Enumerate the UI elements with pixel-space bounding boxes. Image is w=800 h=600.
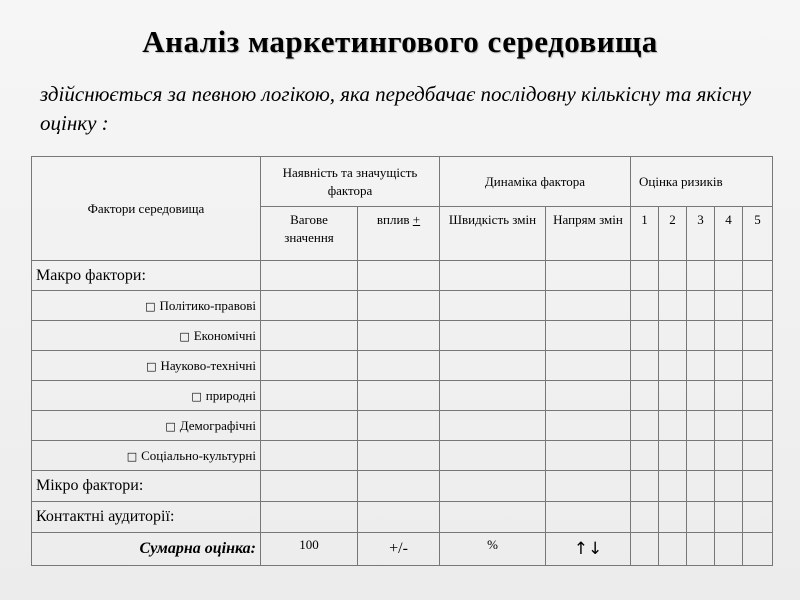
table-row bbox=[32, 261, 773, 291]
row-macro-label: Макро фактори: bbox=[32, 261, 261, 291]
table-cell bbox=[659, 533, 687, 566]
table-cell bbox=[440, 351, 546, 381]
header-score-5: 5 bbox=[743, 207, 773, 261]
row-political-label: □ Політико-правові bbox=[32, 291, 261, 321]
row-micro-label: Мікро фактори: bbox=[32, 471, 261, 502]
checkbox-bullet-icon: □ bbox=[191, 389, 202, 403]
table-cell bbox=[715, 502, 743, 533]
table-cell bbox=[659, 502, 687, 533]
table-cell bbox=[687, 411, 715, 441]
header-direction: Напрям змін bbox=[546, 207, 631, 261]
table-cell bbox=[743, 351, 773, 381]
table-cell bbox=[440, 441, 546, 471]
table-cell bbox=[715, 321, 743, 351]
table-cell bbox=[261, 471, 358, 502]
table-cell bbox=[715, 291, 743, 321]
table-cell bbox=[358, 351, 440, 381]
table-cell bbox=[743, 471, 773, 502]
table-cell bbox=[687, 321, 715, 351]
table-row bbox=[32, 291, 773, 321]
table-row bbox=[32, 381, 773, 411]
table-cell bbox=[261, 291, 358, 321]
table-row bbox=[32, 411, 773, 441]
table-cell bbox=[715, 441, 743, 471]
table-cell bbox=[743, 261, 773, 291]
slide-title: Аналіз маркетингового середовища bbox=[142, 24, 658, 59]
table-cell bbox=[358, 321, 440, 351]
table-cell bbox=[261, 411, 358, 441]
table-cell bbox=[261, 261, 358, 291]
table-cell bbox=[743, 321, 773, 351]
table-cell bbox=[546, 411, 631, 441]
table-cell bbox=[687, 291, 715, 321]
header-speed: Швидкість змін bbox=[440, 207, 546, 261]
table-cell bbox=[743, 502, 773, 533]
table-cell bbox=[546, 261, 631, 291]
table-row bbox=[32, 321, 773, 351]
total-weight-value: 100 bbox=[261, 533, 358, 566]
table-cell bbox=[440, 291, 546, 321]
analysis-table bbox=[31, 156, 773, 566]
table-cell bbox=[546, 321, 631, 351]
table-cell bbox=[659, 351, 687, 381]
table-cell bbox=[659, 291, 687, 321]
table-cell bbox=[687, 441, 715, 471]
table-cell bbox=[358, 261, 440, 291]
table-cell bbox=[743, 533, 773, 566]
table-cell bbox=[631, 502, 659, 533]
table-cell bbox=[715, 411, 743, 441]
table-cell bbox=[546, 291, 631, 321]
table-cell bbox=[659, 381, 687, 411]
header-presence: Наявність та значущість фактора bbox=[261, 157, 440, 207]
table-cell bbox=[631, 321, 659, 351]
slide-subtitle: здійснюється за певною логікою, яка передбачає послідовну кількісну та якісну оцінку : bbox=[40, 82, 752, 135]
table-cell bbox=[743, 411, 773, 441]
row-contact-label: Контактні аудиторії: bbox=[32, 502, 261, 533]
table-cell bbox=[687, 471, 715, 502]
table-cell bbox=[715, 533, 743, 566]
table-cell bbox=[743, 441, 773, 471]
table-cell bbox=[358, 291, 440, 321]
table-cell bbox=[659, 441, 687, 471]
checkbox-bullet-icon: □ bbox=[146, 359, 157, 373]
table-cell bbox=[743, 381, 773, 411]
table-cell bbox=[631, 533, 659, 566]
table-cell bbox=[715, 261, 743, 291]
table-cell bbox=[687, 261, 715, 291]
table-cell bbox=[631, 381, 659, 411]
header-score-2: 2 bbox=[659, 207, 687, 261]
table-row-total bbox=[32, 533, 773, 566]
header-score-1: 1 bbox=[631, 207, 659, 261]
table-cell bbox=[440, 261, 546, 291]
table-cell bbox=[358, 411, 440, 441]
table-cell bbox=[687, 381, 715, 411]
header-score-3: 3 bbox=[687, 207, 715, 261]
table-cell bbox=[631, 351, 659, 381]
row-total-label: Сумарна оцінка: bbox=[32, 533, 261, 566]
header-score-4: 4 bbox=[715, 207, 743, 261]
table-cell bbox=[546, 351, 631, 381]
table-cell bbox=[715, 471, 743, 502]
table-cell bbox=[743, 291, 773, 321]
header-dynamics: Динаміка фактора bbox=[440, 157, 631, 207]
table-cell bbox=[659, 411, 687, 441]
total-speed-value: % bbox=[440, 533, 546, 566]
table-cell bbox=[687, 533, 715, 566]
table-row bbox=[32, 471, 773, 502]
header-influence bbox=[358, 207, 440, 261]
table-row bbox=[32, 351, 773, 381]
row-sociocultural-label: □ Соціально-культурні bbox=[32, 441, 261, 471]
row-economic-label: □ Економічні bbox=[32, 321, 261, 351]
checkbox-bullet-icon: □ bbox=[126, 449, 138, 463]
header-influence-label: вплив bbox=[376, 212, 410, 227]
table-cell bbox=[546, 381, 631, 411]
table-cell bbox=[261, 351, 358, 381]
table-cell bbox=[358, 441, 440, 471]
table-cell bbox=[358, 381, 440, 411]
table-cell bbox=[440, 411, 546, 441]
table-row bbox=[32, 441, 773, 471]
table-cell bbox=[261, 441, 358, 471]
table-cell bbox=[631, 261, 659, 291]
table-cell bbox=[440, 321, 546, 351]
total-influence-value: +/- bbox=[358, 533, 440, 566]
header-factors: Фактори середовища bbox=[32, 157, 261, 261]
table-cell bbox=[440, 502, 546, 533]
checkbox-bullet-icon: □ bbox=[179, 329, 190, 343]
header-row-1 bbox=[32, 157, 773, 207]
table-cell bbox=[659, 321, 687, 351]
row-natural-label: □ природні bbox=[32, 381, 261, 411]
header-risk: Оцінка ризиків bbox=[631, 157, 773, 207]
table-cell bbox=[631, 471, 659, 502]
table-cell bbox=[687, 351, 715, 381]
table-cell bbox=[440, 381, 546, 411]
header-influence-sign: + bbox=[412, 212, 421, 227]
header-weight: Вагове значення bbox=[261, 207, 358, 261]
total-direction-value: ↑↓ bbox=[546, 533, 631, 566]
table-row bbox=[32, 502, 773, 533]
table-cell bbox=[631, 291, 659, 321]
table-cell bbox=[546, 441, 631, 471]
table-cell bbox=[659, 471, 687, 502]
table-cell bbox=[546, 502, 631, 533]
table-cell bbox=[261, 502, 358, 533]
checkbox-bullet-icon: □ bbox=[165, 419, 176, 433]
table-cell bbox=[261, 321, 358, 351]
table-cell bbox=[631, 441, 659, 471]
table-cell bbox=[440, 471, 546, 502]
table-cell bbox=[546, 471, 631, 502]
table-cell bbox=[715, 351, 743, 381]
checkbox-bullet-icon: □ bbox=[145, 299, 156, 313]
row-demographic-label: □ Демографічні bbox=[32, 411, 261, 441]
table-cell bbox=[659, 261, 687, 291]
table-cell bbox=[358, 502, 440, 533]
table-cell bbox=[715, 381, 743, 411]
table-cell bbox=[358, 471, 440, 502]
table-cell bbox=[687, 502, 715, 533]
table-cell bbox=[261, 381, 358, 411]
row-scitech-label: □ Науково-технічні bbox=[32, 351, 261, 381]
table-cell bbox=[631, 411, 659, 441]
